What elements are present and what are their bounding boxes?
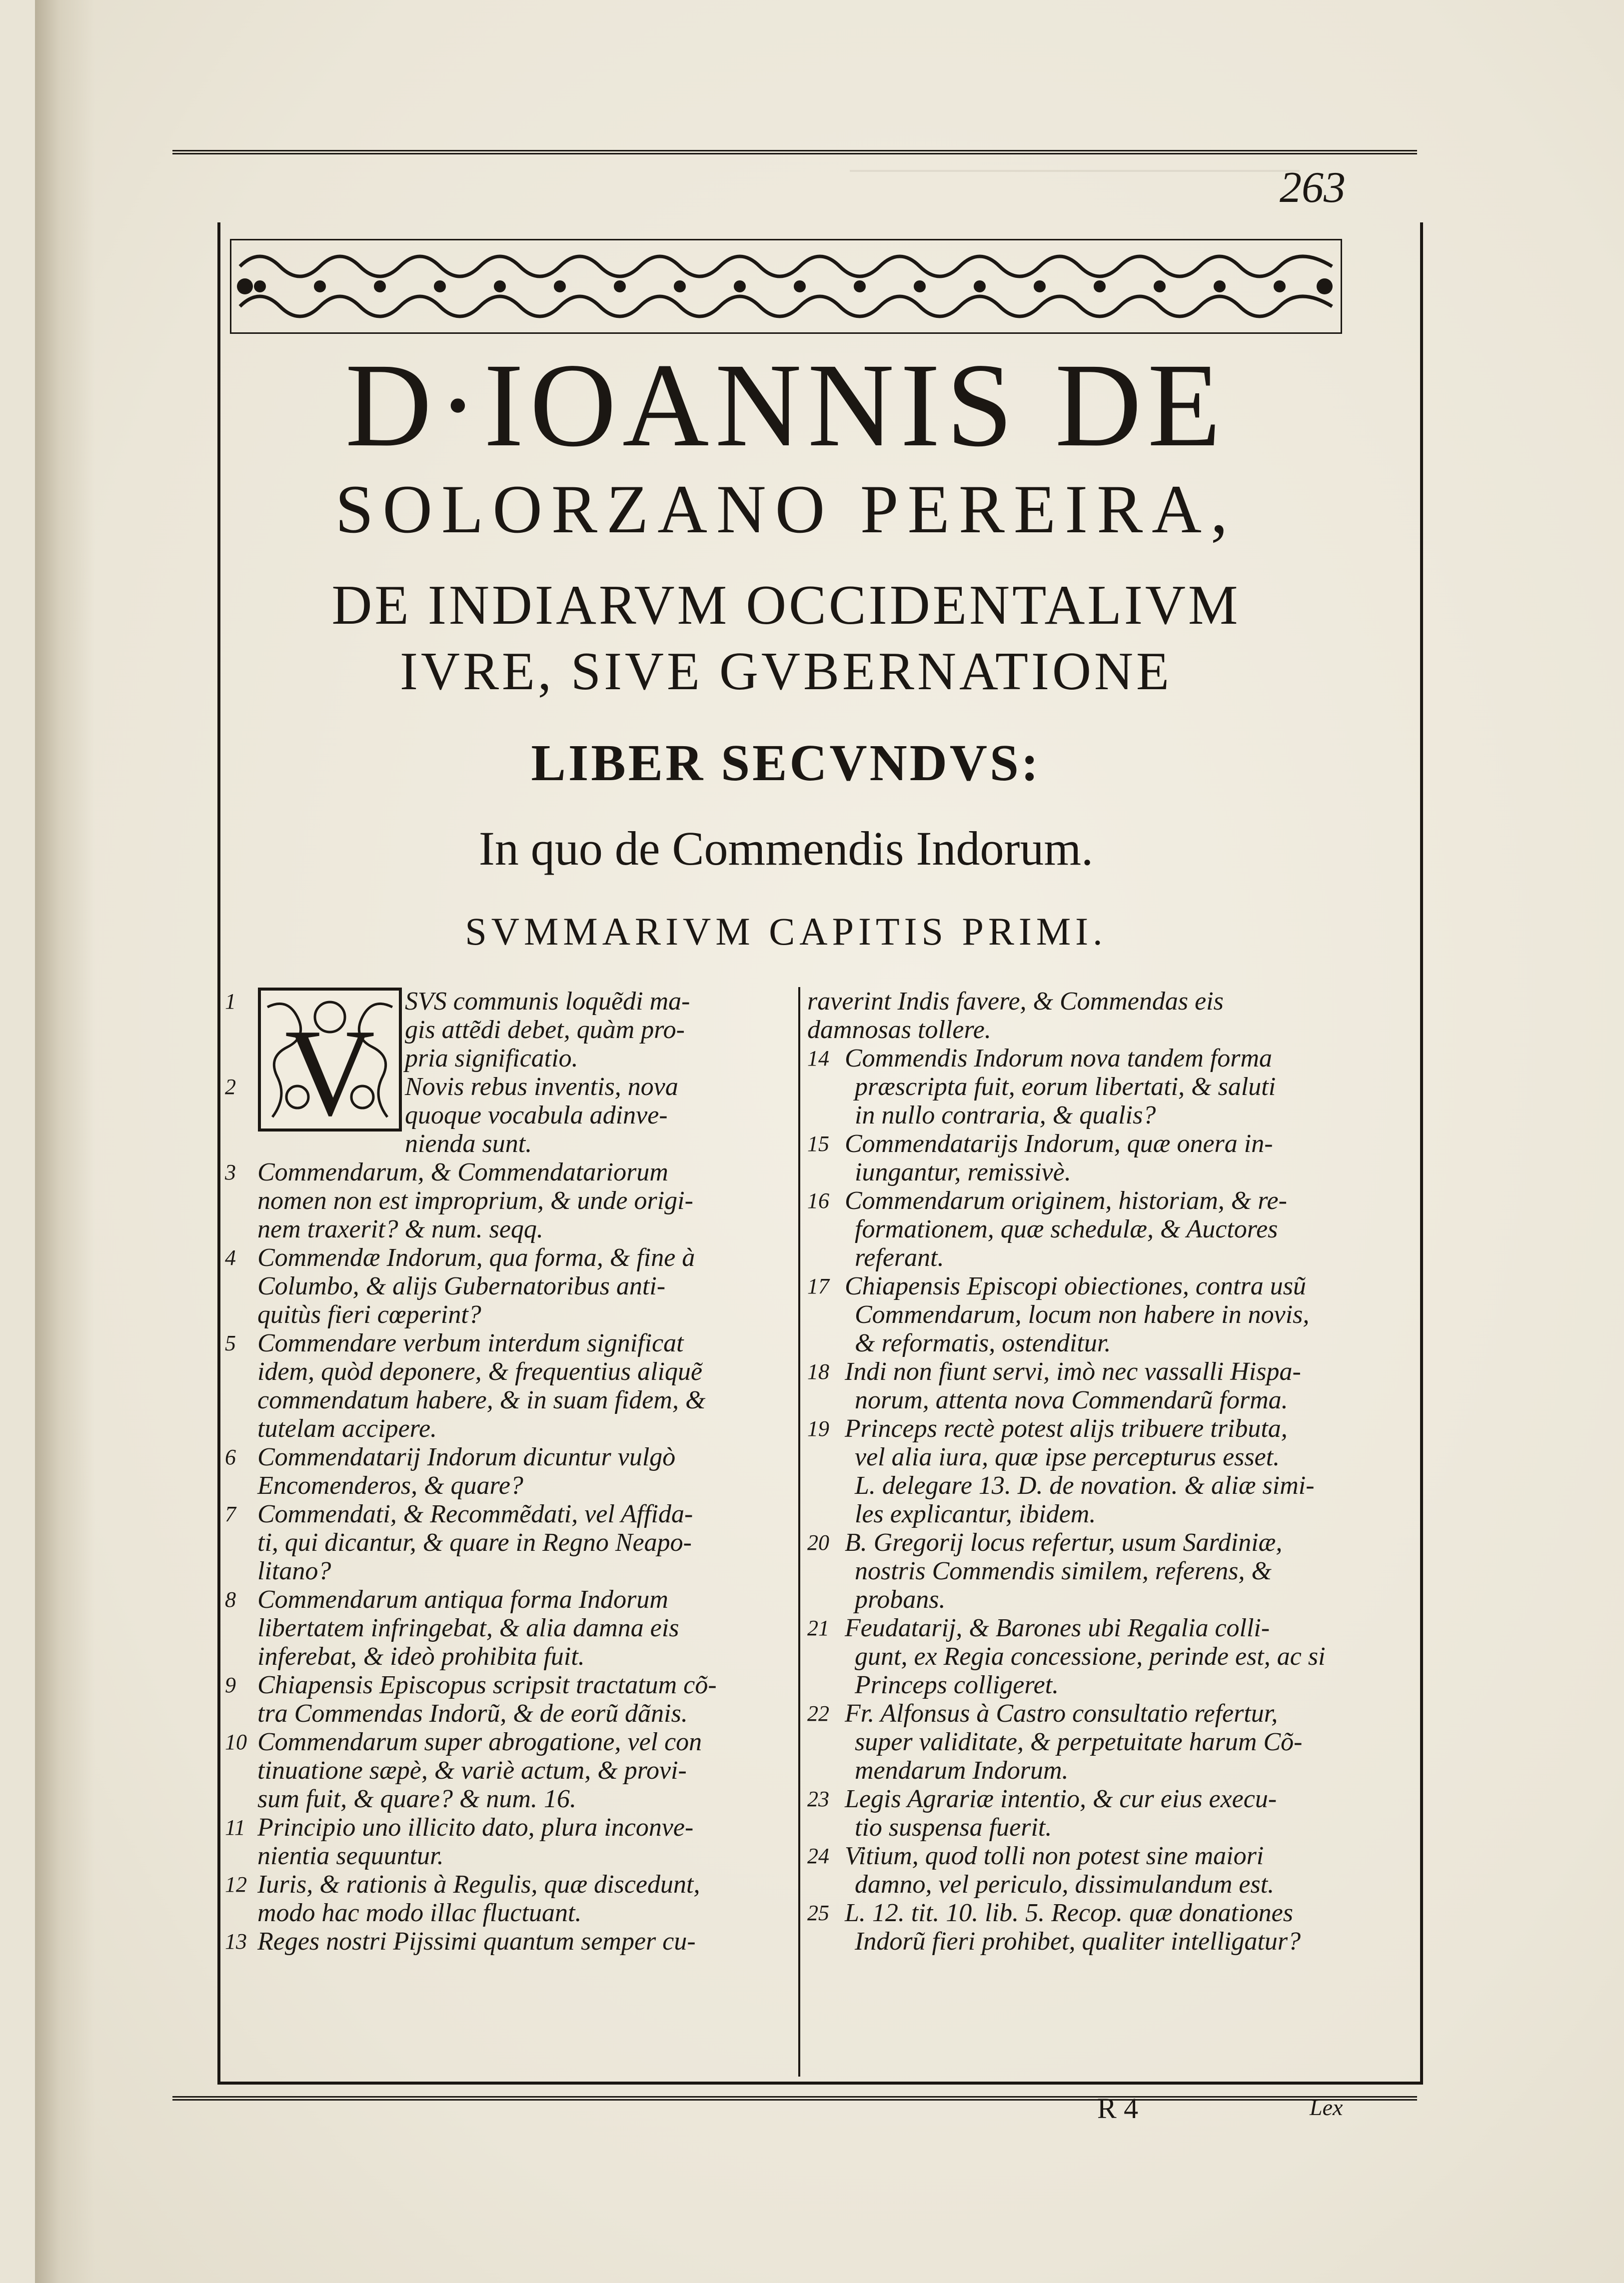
woodcut-ornament-band	[230, 239, 1342, 334]
summary-line	[807, 1557, 1372, 1585]
summary-line-text: modo hac modo illac fluctuant.	[257, 1899, 582, 1927]
signature-mark: R 4	[1097, 2092, 1139, 2125]
summary-line-number: 16	[807, 1188, 829, 1213]
summary-line-text: nientia sequuntur.	[257, 1842, 444, 1870]
summary-line-text: quoque vocabula adinve-	[405, 1101, 668, 1130]
decorated-initial-letter: V	[284, 1004, 375, 1132]
summary-line-number: 6	[225, 1445, 236, 1469]
summary-line-text: nostris Commendis similem, referens, &	[855, 1557, 1272, 1585]
summary-line-text: præscripta fuit, eorum libertati, & saluti	[855, 1073, 1276, 1101]
summary-line	[807, 1785, 1372, 1813]
summary-line-text: Commendarum, & Commendatariorum	[257, 1158, 668, 1186]
summary-line-text: libertatem infringebat, & alia damna eis	[257, 1614, 679, 1642]
summary-line	[807, 1073, 1372, 1101]
summary-column-right	[807, 987, 1372, 1956]
summary-line-number: 1	[225, 989, 236, 1014]
summary-line	[225, 1329, 790, 1357]
summary-line-text: nem traxerit? & num. seqq.	[257, 1215, 543, 1243]
summary-line-text: Iuris, & rationis à Regulis, quæ discedunt,	[257, 1870, 700, 1899]
book-subheading: In quo de Commendis Indorum.	[478, 822, 1094, 875]
summary-line-text: super validitate, & perpetuitate harum Cõ-	[855, 1728, 1303, 1756]
summary-line-number: 18	[807, 1359, 829, 1384]
summary-line-text: probans.	[855, 1585, 946, 1614]
summary-line	[807, 1443, 1372, 1471]
summary-line	[225, 1528, 790, 1557]
summary-line	[225, 1414, 790, 1443]
summary-line	[225, 1016, 790, 1044]
summary-line-text: damno, vel periculo, dissimulandum est.	[855, 1870, 1275, 1899]
summary-line	[225, 1500, 790, 1528]
summary-line	[225, 1785, 790, 1813]
summary-line	[225, 1243, 790, 1272]
summary-line	[225, 1813, 790, 1842]
summary-line-text: quitùs fieri cœperint?	[257, 1300, 481, 1329]
summary-line	[807, 1842, 1372, 1870]
summary-line-text: vel alia iura, quæ ipse percepturus esset.	[855, 1443, 1280, 1471]
summary-line	[225, 1756, 790, 1785]
summary-line	[807, 1500, 1372, 1528]
summary-line-number: 10	[225, 1730, 247, 1754]
summary-line-text: Vitium, quod tolli non potest sine maiori	[845, 1842, 1264, 1870]
summary-line	[225, 1899, 790, 1927]
summary-line-text: & reformatis, ostenditur.	[855, 1329, 1111, 1357]
summary-line-text: les explicantur, ibidem.	[855, 1500, 1096, 1528]
summary-line	[225, 1471, 790, 1500]
summary-line	[807, 1300, 1372, 1329]
summary-line-text: Chiapensis Episcopus scripsit tractatum cõ-	[257, 1671, 717, 1699]
summary-line-text: Princeps rectè potest alijs tribuere tributa,	[845, 1414, 1288, 1443]
title-work-line-2: IVRE, SIVE GVBERNATIONE	[400, 642, 1172, 701]
summary-line-text: referant.	[855, 1243, 944, 1272]
summary-line	[807, 1642, 1372, 1671]
summary-line	[225, 1158, 790, 1186]
summary-line	[225, 1215, 790, 1243]
summary-line	[807, 1414, 1372, 1443]
summary-line-text: tio suspensa fuerit.	[855, 1813, 1052, 1842]
summary-line-number: 8	[225, 1587, 236, 1612]
summary-line-text: tutelam accipere.	[257, 1414, 437, 1443]
summary-line	[225, 1699, 790, 1728]
summary-line-number: 12	[225, 1872, 247, 1897]
summary-line-text: Commendarum originem, historiam, & re-	[845, 1186, 1287, 1215]
summary-line	[225, 1186, 790, 1215]
summary-line	[225, 1073, 790, 1101]
summary-line	[807, 1357, 1372, 1386]
summary-line-text: mendarum Indorum.	[855, 1756, 1069, 1785]
summary-line-text: Reges nostri Pijssimi quantum semper cu-	[257, 1927, 696, 1956]
summary-line	[807, 1272, 1372, 1300]
summary-line-text: nomen non est improprium, & unde origi-	[257, 1186, 693, 1215]
summary-line-text: Commendarum antiqua forma Indorum	[257, 1585, 668, 1614]
summary-line-text: pria significatio.	[405, 1044, 578, 1073]
summary-line-text: Indorũ fieri prohibet, qualiter intelligatur?	[855, 1927, 1301, 1956]
summary-line	[225, 1728, 790, 1756]
summary-line-number: 23	[807, 1787, 829, 1811]
summary-line-text: Principio uno illicito dato, plura inconve-	[257, 1813, 694, 1842]
summary-line	[225, 1300, 790, 1329]
summary-line-number: 9	[225, 1673, 236, 1697]
page-number: 263	[1280, 163, 1346, 212]
summary-line	[807, 1016, 1372, 1044]
summary-line-text: commendatum habere, & in suam fidem, &	[257, 1386, 706, 1414]
summary-line-text: Commendatarijs Indorum, quæ onera in-	[845, 1130, 1273, 1158]
summary-line-text: ti, qui dicantur, & quare in Regno Neapo-	[257, 1528, 692, 1557]
summary-line	[225, 1386, 790, 1414]
summary-line	[807, 1471, 1372, 1500]
summary-line-text: Commendatarij Indorum dicuntur vulgò	[257, 1443, 676, 1471]
summary-line-number: 24	[807, 1844, 829, 1868]
summary-line-number: 15	[807, 1132, 829, 1156]
summary-line	[225, 1272, 790, 1300]
summary-line-text: idem, quòd deponere, & frequentius aliquẽ	[257, 1357, 703, 1386]
summary-line-number: 20	[807, 1530, 829, 1555]
summary-line	[807, 1215, 1372, 1243]
summary-line-text: L. 12. tit. 10. lib. 5. Recop. quæ donationes	[845, 1899, 1293, 1927]
summary-line-text: Commendæ Indorum, qua forma, & fine à	[257, 1243, 695, 1272]
summary-line	[807, 987, 1372, 1016]
summary-line-text: Novis rebus inventis, nova	[405, 1073, 678, 1101]
summary-line	[807, 1386, 1372, 1414]
summary-line-number: 14	[807, 1046, 829, 1071]
summary-line	[807, 1699, 1372, 1728]
summary-line	[225, 1927, 790, 1956]
summary-line	[807, 1528, 1372, 1557]
summary-line-text: SVS communis loquẽdi ma-	[405, 987, 690, 1016]
summary-line-text: Feudatarij, & Barones ubi Regalia colli-	[845, 1614, 1270, 1642]
summary-line	[225, 1357, 790, 1386]
summary-line-text: sum fuit, & quare? & num. 16.	[257, 1785, 576, 1813]
summary-line	[807, 1927, 1372, 1956]
summary-line	[225, 1044, 790, 1073]
summary-line	[807, 1813, 1372, 1842]
summary-line	[807, 1671, 1372, 1699]
summary-column-left	[225, 987, 790, 1956]
summary-line-text: norum, attenta nova Commendarũ forma.	[855, 1386, 1288, 1414]
summary-line-number: 3	[225, 1160, 236, 1184]
summary-line-text: Commendare verbum interdum significat	[257, 1329, 684, 1357]
summary-line-text: litano?	[257, 1557, 331, 1585]
summary-line-text: Fr. Alfonsus à Castro consultatio refertur,	[845, 1699, 1278, 1728]
summary-line-text: damnosas tollere.	[807, 1016, 991, 1044]
summary-line-text: Commendarum, locum non habere in novis,	[855, 1300, 1310, 1329]
summary-line	[807, 1870, 1372, 1899]
summary-line-number: 19	[807, 1416, 829, 1441]
summary-line-number: 5	[225, 1331, 236, 1355]
title-work-line-1: DE INDIARVM OCCIDENTALIVM	[331, 574, 1241, 636]
summary-line-text: L. delegare 13. D. de novation. & aliæ simi-	[855, 1471, 1315, 1500]
summary-line-number: 17	[807, 1274, 829, 1298]
summary-line-text: Princeps colligeret.	[855, 1671, 1059, 1699]
summary-line	[225, 987, 790, 1016]
summary-line	[807, 1130, 1372, 1158]
summary-line	[807, 1243, 1372, 1272]
summary-line	[225, 1842, 790, 1870]
summary-line-text: B. Gregorij locus refertur, usum Sardiniæ,	[845, 1528, 1283, 1557]
summary-line-text: in nullo contraria, & qualis?	[855, 1101, 1156, 1130]
summary-line	[225, 1614, 790, 1642]
summary-line-text: gunt, ex Regia concessione, perinde est, ac si	[855, 1642, 1326, 1671]
summary-line-number: 13	[225, 1929, 247, 1954]
summary-line	[225, 1671, 790, 1699]
summary-line	[225, 1585, 790, 1614]
summary-line-text: Commendati, & Recommẽdati, vel Affida-	[257, 1500, 693, 1528]
summary-line	[807, 1158, 1372, 1186]
summary-line-text: tinuatione sæpè, & variè actum, & provi-	[257, 1756, 687, 1785]
summary-line	[225, 1101, 790, 1130]
summary-line-number: 21	[807, 1616, 829, 1640]
summary-line-text: formationem, quæ schedulæ, & Auctores	[855, 1215, 1278, 1243]
summary-line-text: raverint Indis favere, & Commendas eis	[807, 987, 1224, 1016]
title-author-line-1: D·IOANNIS DE	[345, 338, 1227, 471]
summary-line-text: gis attẽdi debet, quàm pro-	[405, 1016, 685, 1044]
summary-line-number: 2	[225, 1075, 236, 1099]
summary-line-text: iungantur, remissivè.	[855, 1158, 1071, 1186]
summary-line-text: Commendarum super abrogatione, vel con	[257, 1728, 702, 1756]
summary-line-text: Indi non fiunt servi, imò nec vassalli Hispa-	[845, 1357, 1301, 1386]
gutter-shadow	[35, 0, 95, 2283]
summary-line-text: Commendis Indorum nova tandem forma	[845, 1044, 1273, 1073]
summary-line-number: 4	[225, 1245, 236, 1270]
title-author-line-2: SOLORZANO PEREIRA,	[335, 471, 1237, 547]
summary-line-text: nienda sunt.	[405, 1130, 532, 1158]
summary-line	[225, 1642, 790, 1671]
chapter-summary-heading: SVMMARIVM CAPITIS PRIMI.	[465, 910, 1107, 953]
summary-line-text: Chiapensis Episcopi obiectiones, contra usũ	[845, 1272, 1306, 1300]
summary-line	[807, 1728, 1372, 1756]
summary-line	[807, 1756, 1372, 1785]
summary-line-text: Legis Agrariæ intentio, & cur eius execu-	[845, 1785, 1277, 1813]
summary-line	[807, 1614, 1372, 1642]
summary-line	[807, 1101, 1372, 1130]
summary-line	[225, 1443, 790, 1471]
summary-line	[225, 1130, 790, 1158]
summary-line-number: 25	[807, 1901, 829, 1925]
book-heading: LIBER SECVNDVS:	[531, 734, 1041, 792]
catchword: Lex	[1310, 2095, 1343, 2120]
column-divider	[798, 987, 800, 2077]
summary-line	[807, 1329, 1372, 1357]
summary-line	[807, 1585, 1372, 1614]
summary-line	[225, 1870, 790, 1899]
summary-line-text: tra Commendas Indorũ, & de eorũ dãnis.	[257, 1699, 688, 1728]
summary-line	[225, 1557, 790, 1585]
summary-line-number: 22	[807, 1701, 829, 1726]
summary-line-text: Columbo, & alijs Gubernatoribus anti-	[257, 1272, 666, 1300]
summary-line-text: inferebat, & ideò prohibita fuit.	[257, 1642, 585, 1671]
summary-line	[807, 1186, 1372, 1215]
summary-line	[807, 1899, 1372, 1927]
summary-line-number: 7	[225, 1502, 236, 1526]
summary-line	[807, 1044, 1372, 1073]
summary-line-text: Encomenderos, & quare?	[257, 1471, 523, 1500]
summary-line-number: 11	[225, 1815, 245, 1840]
